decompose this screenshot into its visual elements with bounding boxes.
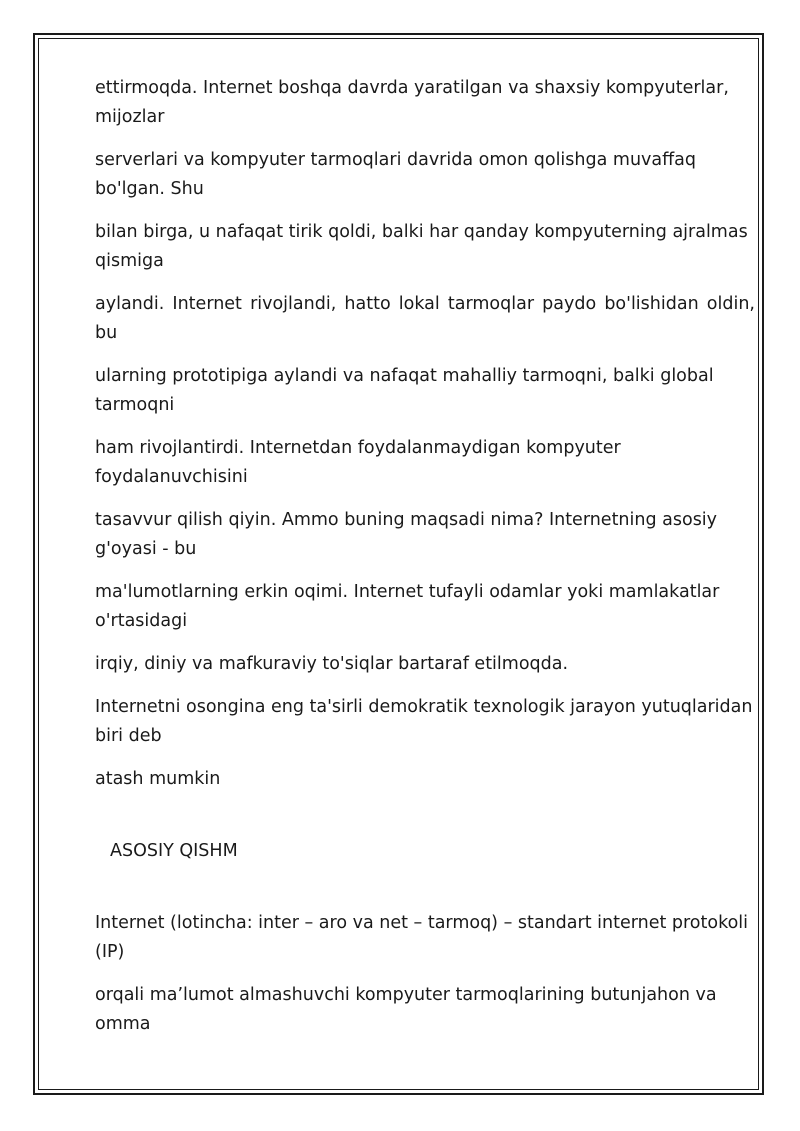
paragraph: ma'lumotlarning erkin oqimi. Internet tufayli odamlar yoki mamlakatlar o'rtasidagi bbox=[95, 582, 720, 631]
paragraph: orqali ma’lumot almashuvchi kompyuter tarmoqlarining butunjahon va omma bbox=[95, 985, 717, 1034]
paragraph: bilan birga, u nafaqat tirik qoldi, balki har qanday kompyuterning ajralmas qismiga bbox=[95, 222, 748, 271]
paragraph: ularning prototipiga aylandi va nafaqat mahalliy tarmoqni, balki global tarmoqni bbox=[95, 366, 714, 415]
paragraph: ettirmoqda. Internet boshqa davrda yaratilgan va shaxsiy kompyuterlar, mijozlar bbox=[95, 78, 729, 127]
paragraph: serverlari va kompyuter tarmoqlari davrida omon qolishga muvaffaq bo'lgan. Shu bbox=[95, 150, 696, 199]
paragraph: ham rivojlantirdi. Internetdan foydalanmaydigan kompyuter foydalanuvchisini bbox=[95, 438, 621, 487]
section-heading: ASOSIY QISHM bbox=[110, 841, 238, 861]
paragraph: atash mumkin bbox=[95, 769, 221, 789]
document-body bbox=[95, 74, 755, 1053]
paragraph: tasavvur qilish qiyin. Ammo buning maqsadi nima? Internetning asosiy g'oyasi - bu bbox=[95, 510, 718, 559]
paragraph: irqiy, diniy va mafkuraviy to'siqlar bartaraf etilmoqda. bbox=[95, 654, 569, 674]
paragraph: Internetni osongina eng ta'sirli demokratik texnologik jarayon yutuqlaridan biri deb bbox=[95, 697, 753, 746]
paragraph: Internet (lotincha: inter – aro va net – tarmoq) – standart internet protokoli (IP) bbox=[95, 913, 749, 962]
paragraph: aylandi. Internet rivojlandi, hatto lokal tarmoqlar paydo bo'lishidan oldin, bu bbox=[95, 294, 755, 343]
